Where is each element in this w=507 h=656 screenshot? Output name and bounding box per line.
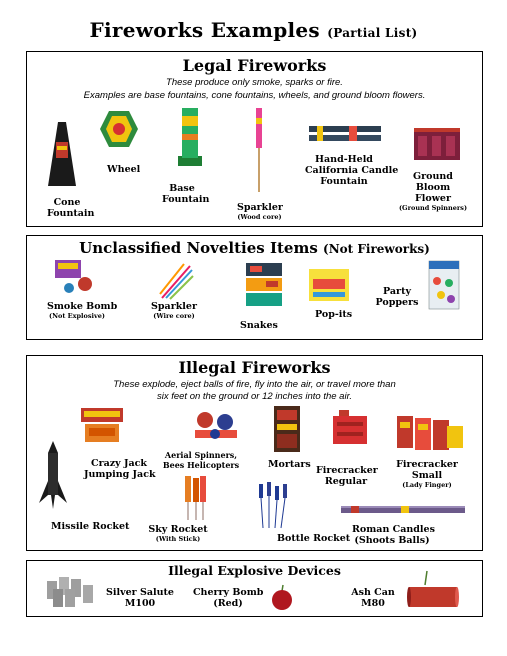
novelties-heading: Unclassified Novelties Items (Not Fireworks): [79, 239, 430, 257]
wood-sparkler-label: Sparkler (Wood core): [237, 202, 283, 221]
pop-its-image: [309, 269, 349, 301]
silver-salute-label: Silver Salute M100: [106, 587, 174, 609]
legal-fireworks-description-1: These produce only smoke, sparks or fire.: [166, 77, 343, 88]
sky-rocket-image: [183, 476, 207, 520]
legal-fireworks-section: [26, 51, 483, 227]
pop-its-label: Pop-its: [315, 309, 353, 320]
legal-fireworks-heading: Legal Fireworks: [182, 56, 327, 75]
california-candle-image: [309, 126, 381, 142]
wire-sparkler-image: [160, 264, 194, 300]
novelties-section: [26, 235, 483, 340]
silver-salute-image: [45, 575, 97, 609]
roman-candles-label: Roman Candles (Shoots Balls): [352, 524, 435, 546]
missile-rocket-label: Missile Rocket: [51, 521, 130, 532]
mortars-image: [274, 406, 300, 452]
illegal-fireworks-section: [26, 355, 483, 551]
party-poppers-label: Party Poppers: [375, 286, 419, 308]
base-fountain-image: [177, 106, 203, 166]
california-candle-label: Hand-Held California Candle Fountain: [305, 154, 399, 187]
smoke-bomb-image: [55, 260, 95, 294]
page-title-main: Fireworks Examples: [89, 18, 320, 42]
aerial-spinners-image: [191, 408, 241, 444]
page-title: [0, 18, 507, 42]
sky-rocket-label: Sky Rocket (With Stick): [148, 524, 208, 543]
cherry-bomb-label: Cherry Bomb (Red): [193, 587, 264, 609]
ground-bloom-image: [414, 128, 460, 160]
firecracker-regular-image: [333, 410, 367, 446]
cherry-bomb-image: [270, 585, 294, 611]
cone-fountain-image: [47, 122, 77, 188]
snakes-label: Snakes: [240, 320, 278, 331]
firecracker-regular-label: Firecracker Regular: [316, 465, 378, 487]
party-poppers-image: [429, 261, 459, 309]
smoke-bomb-label: Smoke Bomb (Not Explosive): [47, 301, 118, 320]
page-title-sub: (Partial List): [327, 26, 418, 40]
legal-fireworks-description-2: Examples are base fountains, cone fountains, wheels, and ground bloom flowers.: [83, 90, 426, 101]
illegal-fireworks-description-1: These explode, eject balls of fire, fly into the air, or travel more than: [113, 379, 396, 390]
ground-bloom-label: Ground Bloom Flower (Ground Spinners): [398, 171, 468, 212]
firecracker-small-image: [397, 416, 463, 452]
wire-sparkler-label: Sparkler (Wire core): [151, 301, 197, 320]
crazy-jack-label: Crazy Jack Jumping Jack: [84, 458, 156, 480]
explosive-devices-heading: Illegal Explosive Devices: [168, 563, 341, 578]
cone-fountain-label: Cone Fountain: [47, 197, 95, 219]
crazy-jack-image: [81, 408, 123, 444]
bottle-rocket-image: [257, 482, 291, 528]
missile-rocket-image: [39, 441, 67, 511]
base-fountain-label: Base Fountain: [162, 183, 210, 205]
firecracker-small-label: Firecracker Small (Lady Finger): [396, 459, 458, 489]
ash-can-label: Ash Can M80: [351, 587, 395, 609]
wood-sparkler-image: [255, 108, 263, 192]
aerial-spinners-label: Aerial Spinners, Bees Helicopters: [162, 450, 240, 470]
mortars-label: Mortars: [268, 459, 311, 470]
explosive-devices-section: [26, 560, 483, 617]
ash-can-image: [407, 571, 459, 611]
illegal-fireworks-description-2: six feet on the ground or 12 inches into the air.: [156, 391, 353, 402]
snakes-image: [246, 263, 282, 307]
illegal-fireworks-heading: Illegal Fireworks: [178, 358, 331, 377]
bottle-rocket-label: Bottle Rocket: [277, 533, 351, 544]
wheel-label: Wheel: [107, 164, 141, 175]
wheel-image: [99, 110, 139, 148]
roman-candles-image: [341, 506, 465, 514]
